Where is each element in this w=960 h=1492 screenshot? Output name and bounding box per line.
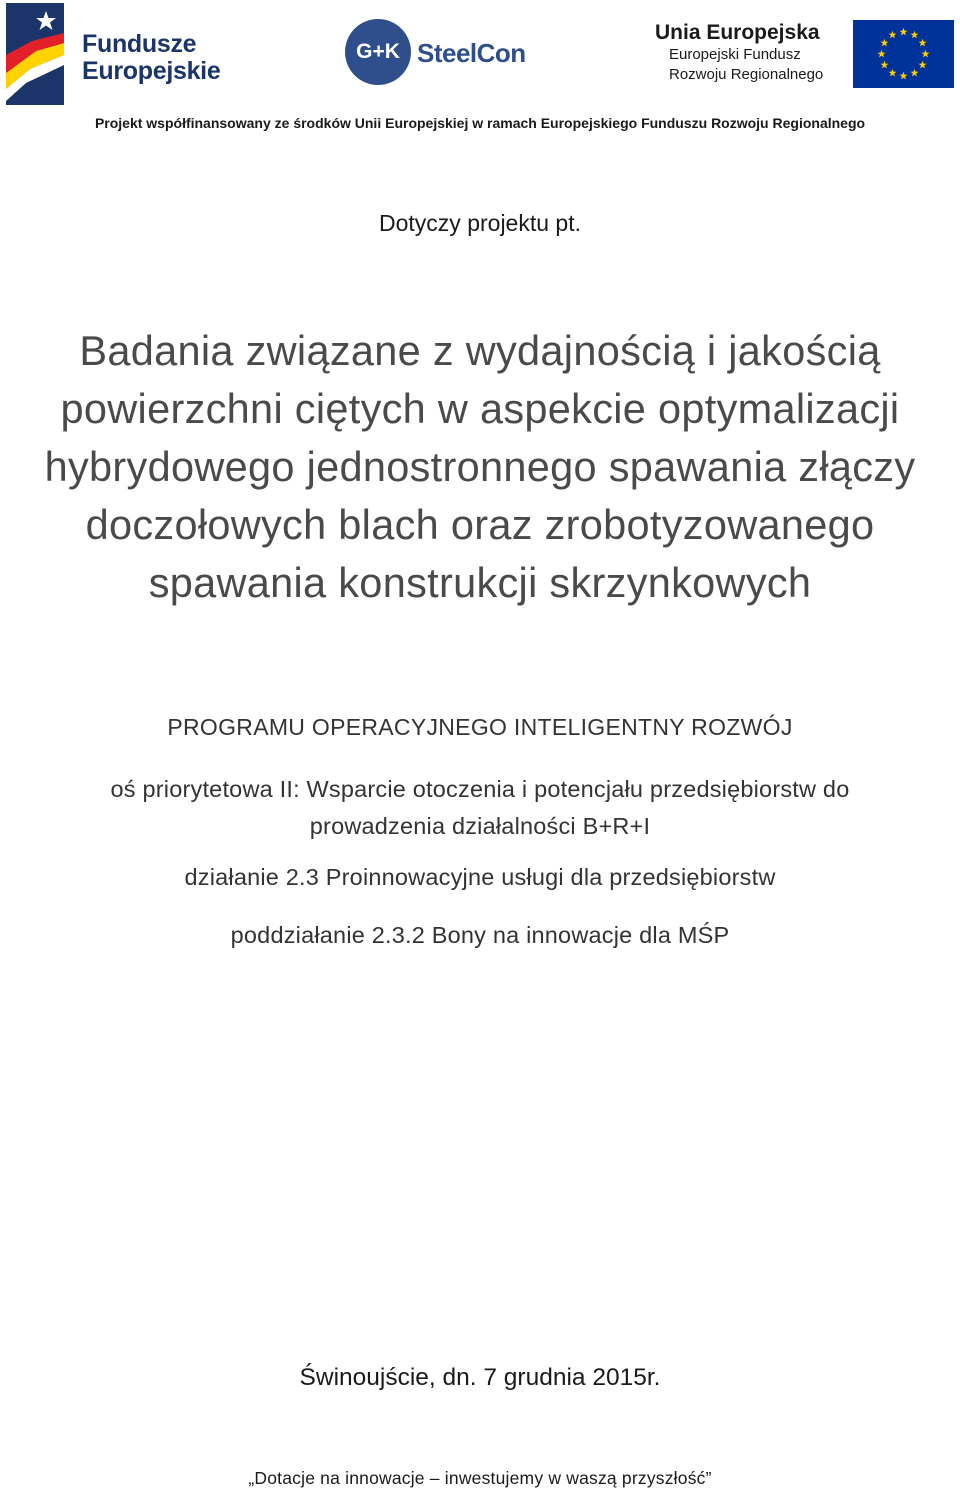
- submeasure: poddziałanie 2.3.2 Bony na innowacje dla MŚP: [230, 922, 730, 948]
- priority-axis-line: oś priorytetowa II: Wsparcie otoczenia i potencjału przedsiębiorstw do: [110, 776, 850, 802]
- fundusze-europejskie-wordmark: [82, 31, 220, 85]
- priority-axis-line: prowadzenia działalności B+R+I: [309, 813, 651, 839]
- unia-europejska-logo: [655, 20, 955, 90]
- cofunding-statement: Projekt współfinansowany ze środków Unii Europejskiej w ramach Europejskiego Funduszu Rozwoju Regionalnego: [94, 115, 866, 131]
- steelcon-name: SteelCon: [417, 38, 526, 68]
- project-title-line: spawania konstrukcji skrzynkowych: [148, 559, 812, 606]
- europejskie-text: Europejskie: [82, 57, 221, 85]
- ue-title: Unia Europejska: [655, 21, 820, 44]
- fundusze-europejskie-mark-icon: [6, 3, 64, 105]
- regarding-label: Dotyczy projektu pt.: [379, 210, 581, 236]
- eu-flag-icon: [853, 20, 954, 88]
- fundusze-europejskie-logo: [6, 3, 236, 105]
- place-and-date: Świnoujście, dn. 7 grudnia 2015r.: [299, 1364, 661, 1391]
- fundusze-text: Fundusze: [82, 30, 197, 58]
- priority-axis: [0, 771, 960, 845]
- ue-fund-line1: Europejski Fundusz: [669, 46, 801, 63]
- project-title-line: hybrydowego jednostronnego spawania złączy: [44, 443, 916, 490]
- programme-name: PROGRAMU OPERACYJNEGO INTELIGENTNY ROZWÓJ: [167, 714, 793, 740]
- project-title-line: powierzchni ciętych w aspekcie optymalizacji: [60, 385, 900, 432]
- project-title-line: doczołowych blach oraz zrobotyzowanego: [85, 501, 875, 548]
- footer-slogan: „Dotacje na innowacje – inwestujemy w waszą przyszłość”: [248, 1468, 712, 1488]
- steelcon-logo: [345, 19, 525, 85]
- ue-fund-line2: Rozwoju Regionalnego: [669, 66, 824, 83]
- project-title: [0, 322, 960, 612]
- steelcon-letters: G+K: [356, 40, 400, 63]
- unia-europejska-text: [655, 20, 823, 85]
- measure: działanie 2.3 Proinnowacyjne usługi dla przedsiębiorstw: [184, 864, 776, 890]
- project-title-line: Badania związane z wydajnością i jakością: [79, 327, 881, 374]
